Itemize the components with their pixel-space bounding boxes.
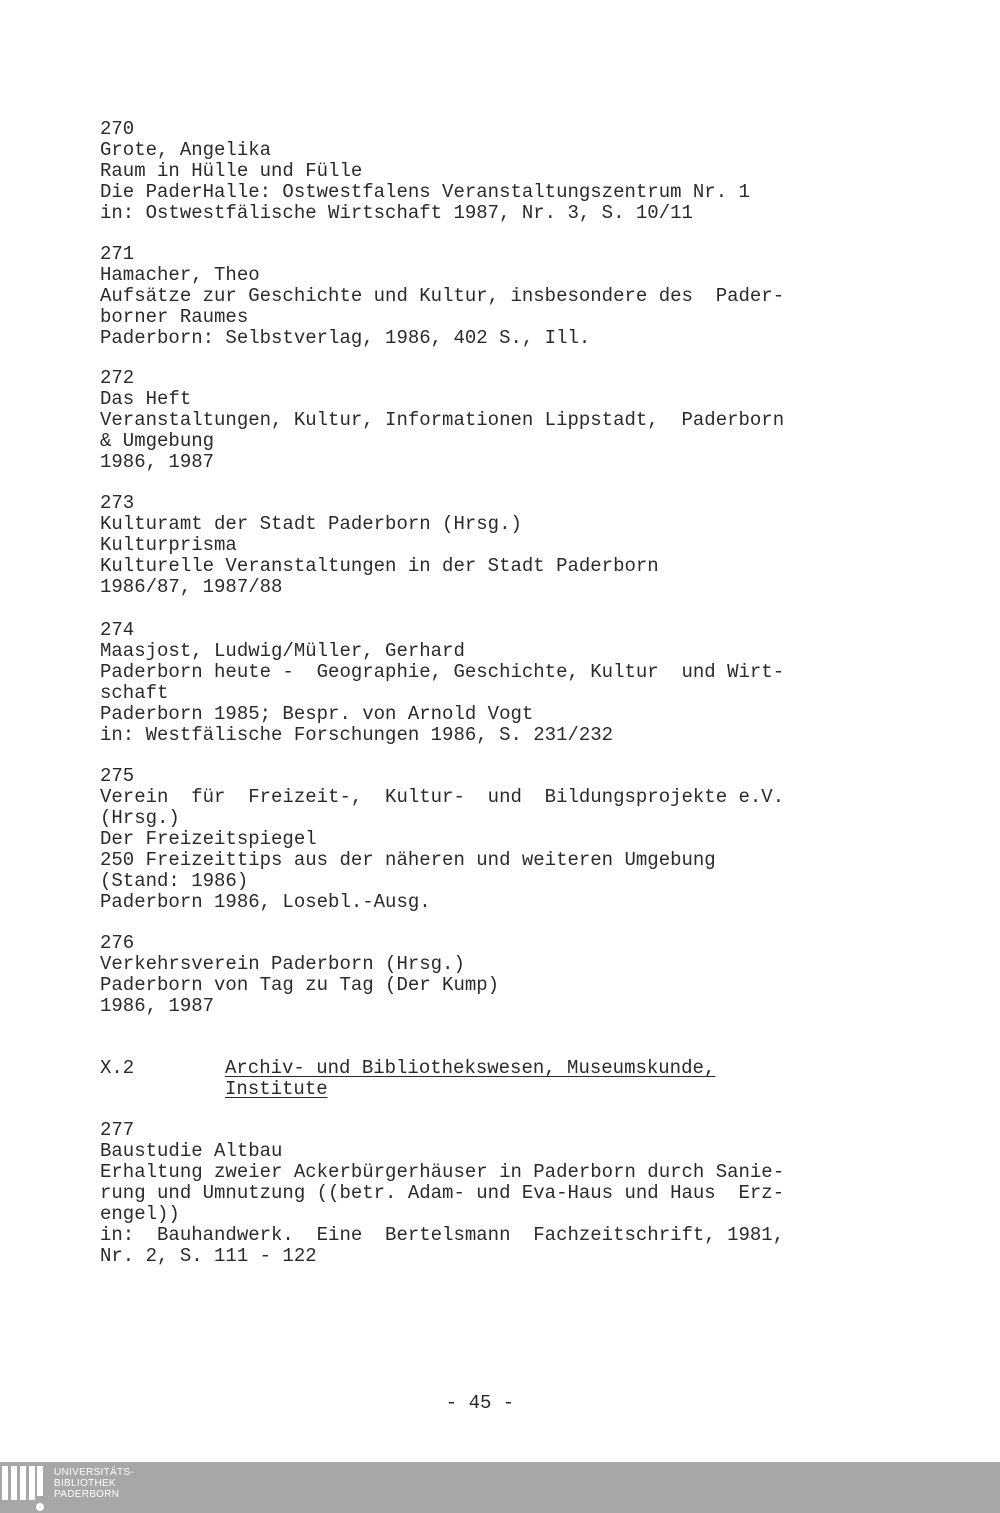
page-number: - 45 - xyxy=(445,1392,515,1414)
entry-years: 1986, 1987 xyxy=(100,451,215,473)
library-name-line-3: PADERBORN xyxy=(54,1489,120,1500)
entry-publication: Paderborn: Selbstverlag, 1986, 402 S., Ill. xyxy=(100,327,591,349)
bibliography-entry-271 xyxy=(100,244,860,349)
entry-subtitle: Die PaderHalle: Ostwestfalens Veranstaltungszentrum Nr. 1 xyxy=(100,181,750,203)
library-logo-text xyxy=(54,1467,134,1500)
section-title-line-1: Archiv- und Bibliothekswesen, Museumskunde, xyxy=(225,1057,716,1079)
entry-subtitle: 250 Freizeittips aus der näheren und weiteren Umgebung xyxy=(100,849,716,871)
section-title-line-2: Institute xyxy=(225,1078,328,1100)
entry-source: in: Ostwestfälische Wirtschaft 1987, Nr. 3, S. 10/11 xyxy=(100,202,693,224)
entry-author: Verkehrsverein Paderborn (Hrsg.) xyxy=(100,953,465,975)
entry-subtitle-continued: & Umgebung xyxy=(100,430,215,452)
entry-author: Maasjost, Ludwig/Müller, Gerhard xyxy=(100,640,465,662)
entry-number: 274 xyxy=(100,619,135,641)
entry-subtitle: Erhaltung zweier Ackerbürgerhäuser in Paderborn durch Sanie- xyxy=(100,1161,785,1183)
library-logo-icon xyxy=(0,1466,48,1509)
bibliography-entry-272 xyxy=(100,368,860,473)
bibliography-entry-274 xyxy=(100,620,860,746)
entry-number: 271 xyxy=(100,243,135,265)
entry-number: 272 xyxy=(100,367,135,389)
entry-author: Kulturamt der Stadt Paderborn (Hrsg.) xyxy=(100,513,522,535)
entry-title-continued: schaft xyxy=(100,682,169,704)
entry-title: Raum in Hülle und Fülle xyxy=(100,160,363,182)
entry-author: Verein für Freizeit-, Kultur- und Bildungsprojekte e.V. xyxy=(100,786,785,808)
entry-number: 276 xyxy=(100,932,135,954)
entry-publication: Paderborn 1986, Losebl.-Ausg. xyxy=(100,891,431,913)
entry-author-continued: (Hrsg.) xyxy=(100,807,180,829)
entry-number: 273 xyxy=(100,492,135,514)
bibliography-entry-275 xyxy=(100,766,860,913)
entry-author: Hamacher, Theo xyxy=(100,264,260,286)
entry-review: Paderborn 1985; Bespr. von Arnold Vogt xyxy=(100,703,534,725)
entry-number: 277 xyxy=(100,1119,135,1141)
entry-number: 270 xyxy=(100,118,135,140)
entry-title-continued: borner Raumes xyxy=(100,306,249,328)
entry-number: 275 xyxy=(100,765,135,787)
library-name-line-1: UNIVERSITÄTS- xyxy=(54,1467,135,1478)
entry-title: Das Heft xyxy=(100,388,192,410)
entry-author: Grote, Angelika xyxy=(100,139,272,161)
library-footer-bar xyxy=(0,1462,1000,1513)
entry-source-continued: Nr. 2, S. 111 - 122 xyxy=(100,1245,317,1267)
entry-source: in: Bauhandwerk. Eine Bertelsmann Fachzeitschrift, 1981, xyxy=(100,1224,785,1246)
bibliography-entry-270 xyxy=(100,119,860,224)
entry-years: 1986, 1987 xyxy=(100,995,215,1017)
entry-title: Paderborn von Tag zu Tag (Der Kump) xyxy=(100,974,500,996)
bibliography-entry-273 xyxy=(100,493,860,598)
entry-source: in: Westfälische Forschungen 1986, S. 231/232 xyxy=(100,724,614,746)
section-number: X.2 xyxy=(100,1057,135,1079)
library-name-line-2: BIBLIOTHEK xyxy=(54,1478,116,1489)
entry-subtitle-end: engel)) xyxy=(100,1203,180,1225)
entry-subtitle-continued: rung und Umnutzung ((betr. Adam- und Eva-Haus und Haus Erz- xyxy=(100,1182,785,1204)
bibliography-entry-277 xyxy=(100,1120,860,1267)
bibliography-entry-276 xyxy=(100,933,860,1017)
entry-title: Kulturprisma xyxy=(100,534,237,556)
entry-subtitle: Veranstaltungen, Kultur, Informationen Lippstadt, Paderborn xyxy=(100,409,785,431)
entry-title: Baustudie Altbau xyxy=(100,1140,283,1162)
entry-title: Paderborn heute - Geographie, Geschichte, Kultur und Wirt- xyxy=(100,661,785,683)
entry-subtitle: Kulturelle Veranstaltungen in der Stadt Paderborn xyxy=(100,555,659,577)
entry-years: 1986/87, 1987/88 xyxy=(100,576,283,598)
entry-note: (Stand: 1986) xyxy=(100,870,249,892)
entry-title: Der Freizeitspiegel xyxy=(100,828,317,850)
entry-title: Aufsätze zur Geschichte und Kultur, insbesondere des Pader- xyxy=(100,285,785,307)
